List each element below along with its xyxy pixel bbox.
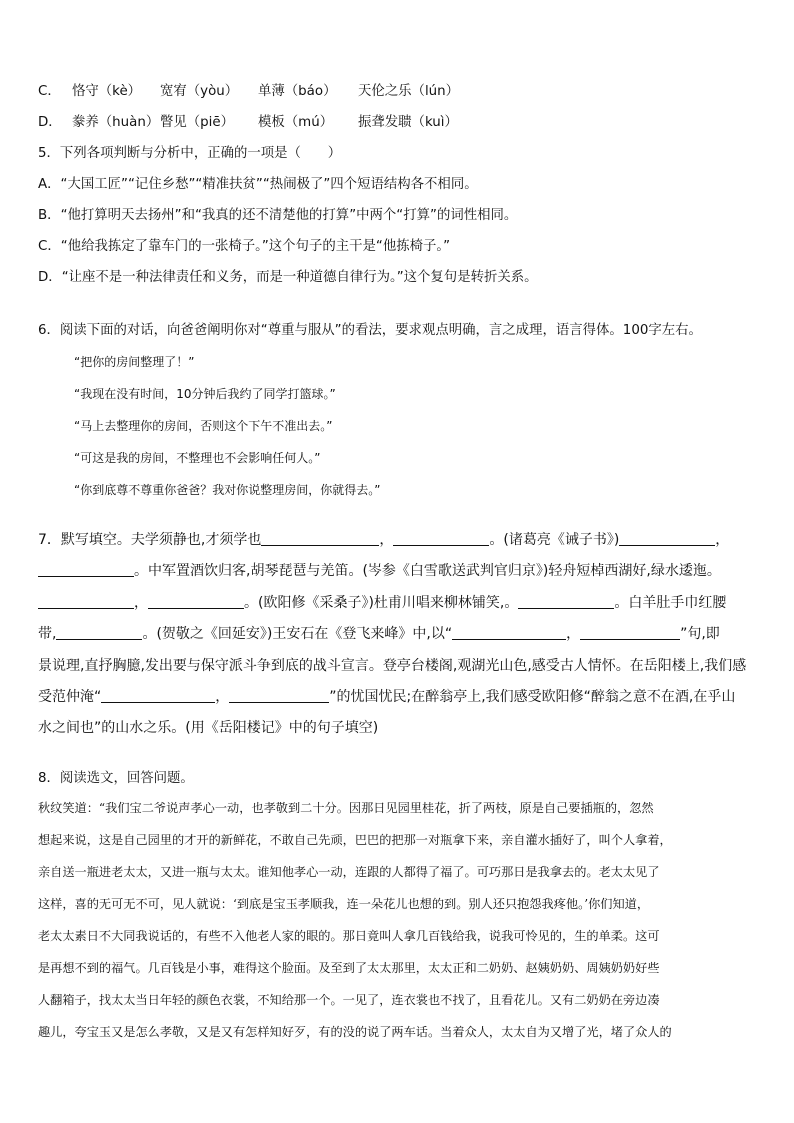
dialogue-line: “马上去整理你的房间，否则这个下午不准出去。” (74, 419, 333, 433)
fill-blank[interactable] (38, 594, 134, 609)
dialogue-line: “你到底尊不尊重你爸爸？我对你说整理房间，你就得去。” (74, 483, 381, 497)
word-2: 瞥见（piē） (160, 115, 235, 130)
q7-text: ， (379, 532, 394, 548)
fill-blank[interactable] (229, 688, 329, 703)
passage-line: 秋纹笑道：“我们宝二爷说声孝心一动，也孝敬到二十分。因那日见园里桂花，折了两枝，原是自己要插瓶的，忽然 (38, 801, 654, 815)
q8-stem: 8．阅读选文，回答问题。 (38, 771, 194, 786)
q7-text: ， (215, 689, 230, 705)
passage-line: 趣儿，夸宝玉又是怎么孝敬，又是又有怎样知好歹，有的没的说了两车话。当着众人，太太自为又增了光，堵了众人的 (38, 1025, 672, 1039)
q7-text: ， (715, 532, 730, 548)
fill-blank[interactable] (148, 594, 244, 609)
word-2: 宽宥（yòu） (160, 84, 239, 99)
passage-line: 是再想不到的福气。几百钱是小事，难得这个脸面。及至到了太太那里，太太正和二奶奶、赵姨奶奶、周姨奶奶好些 (38, 961, 660, 975)
passage-line: 想起来说，这是自己园里的才开的新鲜花，不敢自己先顽，巴巴的把那一对瓶拿下来，亲自灌水插好了，叫个人拿着， (38, 833, 672, 847)
dialogue-line: “把你的房间整理了！” (74, 355, 195, 369)
passage-line: 亲自送一瓶进老太太，又进一瓶与太太。谁知他孝心一动，连跟的人都得了福了。可巧那日是我拿去的。老太太见了 (38, 865, 660, 879)
option-label: C． (38, 84, 61, 99)
dialogue-line: “我现在没有时间，10分钟后我约了同学打篮球。” (74, 387, 336, 401)
q7-line-1 (38, 529, 762, 551)
q7-text: 受范仲淹“ (38, 689, 102, 705)
fill-blank[interactable] (38, 562, 134, 577)
q7-text: 。(欧阳修《采桑子》)杜甫川唱来柳林铺笑, (244, 595, 505, 611)
q5-option-b: B．“他打算明天去扬州”和“我真的还不清楚他的打算”中两个“打算”的词性相同。 (38, 208, 518, 223)
word-3: 模板（mú） (258, 115, 334, 130)
dialogue-line: “可这是我的房间，不整理也不会影响任何人。” (74, 451, 321, 465)
q4-option-d (38, 113, 458, 133)
q7-text: 。 (504, 595, 519, 611)
fill-blank[interactable] (452, 625, 566, 640)
q7-text: ， (566, 626, 581, 642)
q5-option-a: A．“大国工匠”“记住乡愁”“精准扶贫”“热闹极了”四个短语结构各不相同。 (38, 177, 478, 192)
fill-blank[interactable] (56, 625, 142, 640)
passage-line: 人翻箱子，找太太当日年轻的颜色衣裳，不知给那一个。一见了，连衣裳也不找了，且看花儿。又有二奶奶在旁边凑 (38, 993, 660, 1007)
q7-line-5: 景说理,直抒胸臆,发出要与保守派斗争到底的战斗宣言。登亭台楼阁,观湖光山色,感受古人情怀。在岳阳楼上,我们感 (38, 658, 747, 674)
word-3: 单薄（báo） (258, 84, 337, 99)
q7-text: ”句,即 (680, 626, 720, 642)
q4-option-c (38, 82, 459, 102)
word-1: 豢养（huàn） (72, 115, 160, 130)
q7-line-7: 水之间也”的山水之乐。(用《岳阳楼记》中的句子填空) (38, 720, 379, 736)
q7-line-3 (38, 592, 762, 614)
q7-text: 。(贺敬之《回延安》)王安石在《登飞来峰》中,以“ (142, 626, 453, 642)
option-label: D． (38, 115, 62, 130)
q5-option-c: C．“他给我拣定了靠车门的一张椅子。”这个句子的主干是“他拣椅子。” (38, 239, 451, 254)
fill-blank[interactable] (580, 625, 680, 640)
q7-text: 。白羊肚手巾红腰 (614, 595, 727, 611)
q7-line-2 (38, 560, 762, 582)
q7-text: 。(诸葛亮《诫子书》) (489, 532, 620, 548)
fill-blank[interactable] (261, 531, 379, 546)
q7-line-4 (38, 623, 762, 645)
fill-blank[interactable] (393, 531, 489, 546)
q7-line-6 (38, 686, 762, 708)
q7-text: 。中军置酒饮归客,胡琴琵琶与羌笛。(岑参《白雪歌送武判官归京》)轻舟短棹西湖好,绿水逶迤。 (134, 563, 721, 579)
q7-text: 7．默写填空。夫学须静也,才须学也 (38, 532, 262, 548)
q7-text: 带, (38, 626, 57, 642)
fill-blank[interactable] (619, 531, 715, 546)
word-4: 天伦之乐（lún） (358, 84, 460, 99)
word-1: 恪守（kè） (72, 84, 142, 99)
word-4: 振聋发聩（kuì） (358, 115, 458, 130)
q7-text: ”的忧国忧民;在醉翁亭上,我们感受欧阳修“醉翁之意不在酒,在乎山 (329, 689, 736, 705)
fill-blank[interactable] (518, 594, 614, 609)
q7-text: ， (134, 595, 148, 611)
fill-blank[interactable] (101, 688, 215, 703)
passage-line: 这样，喜的无可无不可，见人就说：‘到底是宝玉孝顺我，连一朵花儿也想的到。别人还只抱怨我疼他。’你们知道， (38, 897, 650, 911)
q5-stem: 5．下列各项判断与分析中，正确的一项是（ ） (38, 146, 342, 161)
q6-stem: 6．阅读下面的对话，向爸爸阐明你对“尊重与服从”的看法，要求观点明确，言之成理，语言得体。100字左右。 (38, 323, 702, 338)
q5-option-d: D．“让座不是一种法律责任和义务，而是一种道德自律行为。”这个复句是转折关系。 (38, 270, 538, 285)
passage-line: 老太太素日不大同我说话的，有些不入他老人家的眼的。那日竟叫人拿几百钱给我，说我可怜见的，生的单柔。这可 (38, 929, 660, 943)
